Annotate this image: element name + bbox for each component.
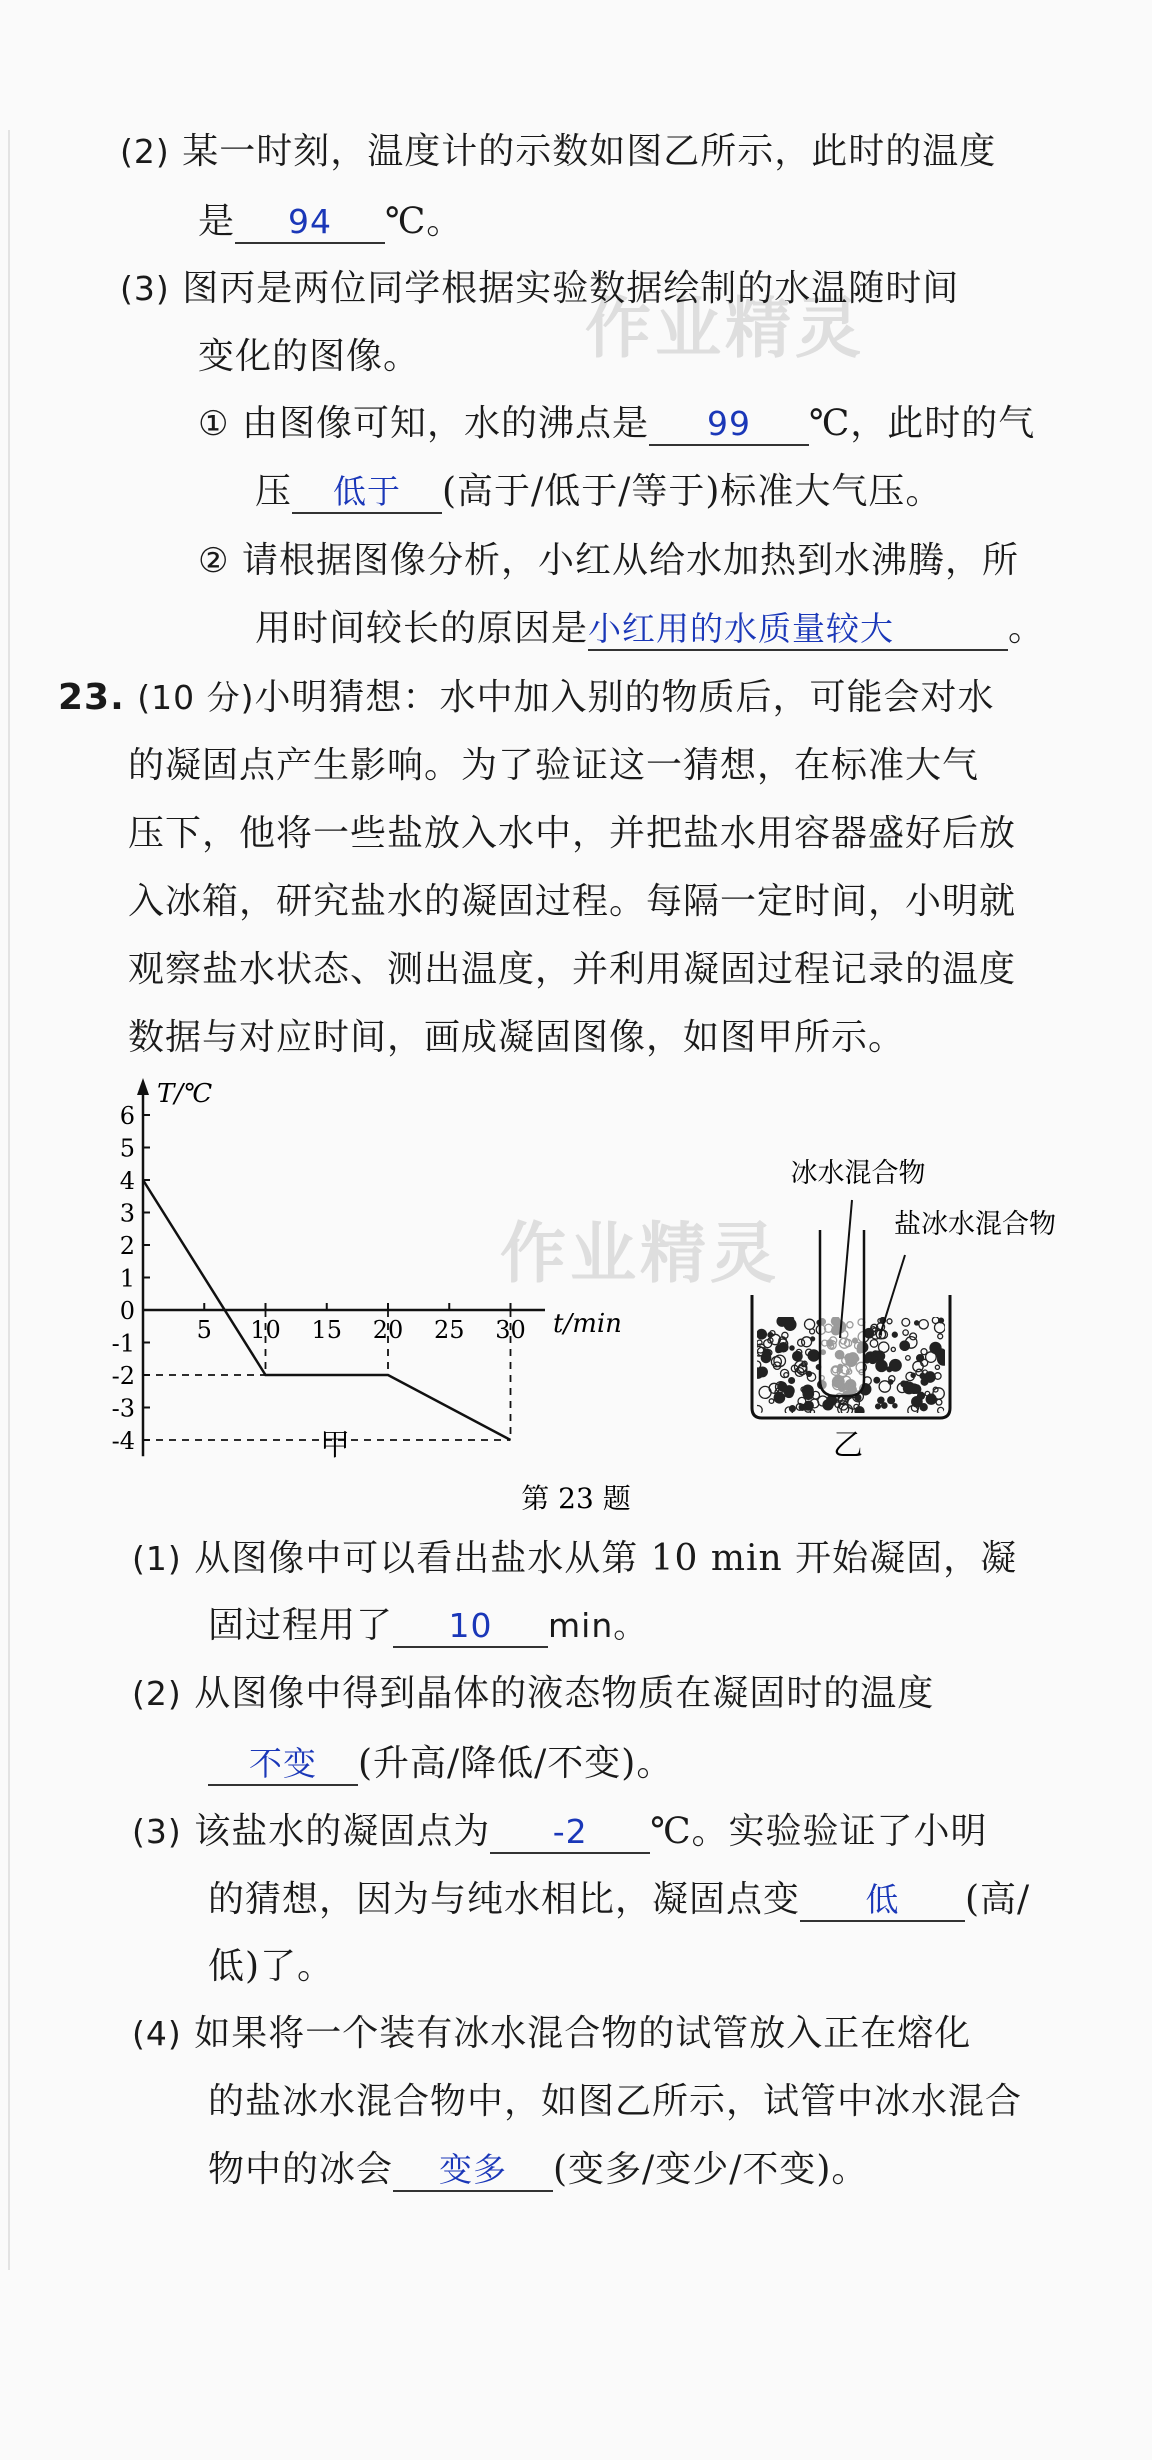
speckle <box>890 1360 902 1372</box>
x-tick-label: 15 <box>311 1316 343 1344</box>
q22-part3-line2 <box>198 333 420 381</box>
speckle <box>906 1356 911 1361</box>
q22-sub1-text: 由图像可知，水的沸点是 <box>241 403 649 444</box>
speckle <box>903 1382 914 1393</box>
answer-blank: 94 <box>235 202 385 244</box>
q23-part4-line1 <box>132 2010 971 2058</box>
q23-intro-line <box>128 878 1016 926</box>
speckle <box>919 1320 928 1329</box>
speckle <box>935 1365 939 1369</box>
answer-blank: 低 <box>800 1880 965 1922</box>
sub-mark: ① <box>198 404 230 444</box>
q23-intro-text: 数据与对应时间，画成凝固图像，如图甲所示。 <box>128 1017 906 1058</box>
answer-blank: 变多 <box>393 2150 553 2192</box>
speckle <box>784 1386 794 1396</box>
x-tick-label: 25 <box>433 1316 465 1344</box>
q22-sub2-text: 请根据图像分析，小红从给水加热到水沸腾，所 <box>241 540 1019 581</box>
q23-part4-line2 <box>208 2078 1022 2126</box>
speckle <box>769 1399 774 1404</box>
x-tick-label: 30 <box>495 1316 526 1344</box>
q23-part3-line3 <box>208 1943 334 1991</box>
y-tick-label: 4 <box>119 1167 135 1195</box>
y-tick-label: 6 <box>119 1102 135 1130</box>
q22-part2-text: 某一时刻，温度计的示数如图乙所示，此时的温度 <box>182 131 997 172</box>
q23-part4-text: (变多/变少/不变)。 <box>553 2149 869 2190</box>
speckle <box>903 1330 908 1335</box>
watermark: 作业精灵 <box>500 1215 780 1292</box>
q23-part1-line2 <box>208 1602 647 1650</box>
beaker-apparatus <box>752 1158 1056 1418</box>
q23-part2-text: (升高/降低/不变)。 <box>358 1743 674 1784</box>
q23-part3-text: 该盐水的凝固点为 <box>194 1811 491 1852</box>
q23-part1-text: 从图像中可以看出盐水从第 10 min 开始凝固，凝 <box>194 1538 1018 1579</box>
y-tick-label: 3 <box>119 1199 135 1228</box>
q22-part2-line1 <box>120 128 996 176</box>
speckle <box>920 1373 925 1378</box>
speckle <box>753 1368 763 1378</box>
q23-part4-text: 如果将一个装有冰水混合物的试管放入正在熔化 <box>194 2013 972 2054</box>
speckle <box>921 1378 928 1385</box>
y-tick-label: -1 <box>111 1329 135 1358</box>
speckle <box>912 1397 922 1407</box>
q23-intro-text: 小明猜想：水中加入别的物质后，可能会对水 <box>254 677 995 718</box>
answer-blank: 小红用的水质量较大 <box>588 609 1008 651</box>
speckle <box>915 1321 919 1325</box>
y-tick-label: 5 <box>119 1134 135 1163</box>
cooling-chart <box>112 1078 622 1456</box>
q22-part3-number: (3) <box>120 269 170 308</box>
y-axis-label: T/℃ <box>157 1079 213 1109</box>
q23-part1-number: (1) <box>132 1539 182 1578</box>
q23-figure <box>0 1070 1152 1510</box>
q23-intro-line <box>128 742 979 790</box>
x-tick-label: 20 <box>372 1316 404 1344</box>
speckle <box>891 1347 895 1351</box>
speckle <box>793 1352 802 1361</box>
q22-sub1-line1 <box>198 400 1035 448</box>
q23-part3-text: ℃。实验验证了小明 <box>650 1811 988 1852</box>
answer-blank: -2 <box>490 1812 650 1854</box>
q23-part3-number: (3) <box>132 1812 182 1851</box>
speckle <box>938 1354 950 1366</box>
q22-sub1-text: (高于/低于/等于)标准大气压。 <box>442 471 943 512</box>
speckle <box>882 1403 887 1408</box>
q22-sub1-text: ℃，此时的气 <box>808 403 1036 444</box>
q23-intro-line <box>128 1014 905 1062</box>
q23-intro-text: 入冰箱，研究盐水的凝固过程。每隔一定时间，小明就 <box>128 881 1017 922</box>
speckle <box>774 1393 784 1403</box>
speckle <box>888 1397 895 1404</box>
q22-part2-text: ℃。 <box>385 201 464 242</box>
answer-blank: 不变 <box>208 1744 358 1786</box>
q23-part2-line2 <box>208 1740 673 1788</box>
speckle <box>879 1381 890 1392</box>
q22-sub2-text: 。 <box>1008 608 1046 649</box>
q23-part2-text: 从图像中得到晶体的液态物质在凝固时的温度 <box>194 1673 935 1714</box>
speckle <box>874 1377 880 1383</box>
q22-sub2-text: 用时间较长的原因是 <box>255 608 589 649</box>
label-salt-ice-water: 盐冰水混合物 <box>894 1209 1056 1240</box>
speckle <box>892 1332 897 1337</box>
q23-part4-text: 物中的冰会 <box>208 2149 394 2190</box>
q22-part3-text: 图丙是两位同学根据实验数据绘制的水温随时间 <box>182 268 960 309</box>
label-ice-water: 冰水混合物 <box>790 1158 926 1189</box>
q23-part3-text: 低)了。 <box>208 1946 335 1987</box>
q23-part3-text: 的猜想，因为与纯水相比，凝固点变 <box>208 1879 801 1920</box>
q23-part3-text: (高/ <box>965 1879 1031 1920</box>
q22-part2-text: 是 <box>198 201 236 242</box>
q23-intro-text: 观察盐水状态、测出温度，并利用凝固过程记录的温度 <box>128 949 1017 990</box>
y-tick-label: 1 <box>119 1264 135 1293</box>
q23-part4-line3 <box>208 2146 868 2194</box>
x-tick-label: 5 <box>196 1316 212 1344</box>
q23-part2-line1 <box>132 1670 934 1718</box>
q23-part1-text: min。 <box>548 1606 648 1645</box>
q23-part2-number: (2) <box>132 1674 182 1713</box>
speckle <box>938 1334 943 1339</box>
q22-part3-line1 <box>120 265 959 313</box>
figure-label-jia: 甲 <box>320 1428 350 1463</box>
speckle <box>879 1342 889 1352</box>
q22-part2-number: (2) <box>120 132 170 171</box>
speckle <box>893 1404 897 1408</box>
speckle <box>803 1389 813 1399</box>
speckle <box>870 1340 878 1348</box>
y-tick-label: -3 <box>111 1394 135 1423</box>
answer-blank: 10 <box>393 1606 548 1648</box>
watermark: 作业精灵 <box>585 290 865 367</box>
answer-blank: 99 <box>649 404 809 446</box>
q22-part2-line2 <box>198 198 463 246</box>
q23-intro-line1 <box>58 674 994 722</box>
q23-part1-text: 固过程用了 <box>208 1605 394 1646</box>
q22-sub1-text: 压 <box>255 471 293 512</box>
q22-sub2-line2 <box>255 605 1045 653</box>
speckle <box>808 1350 819 1361</box>
question-score: (10 分) <box>137 678 255 717</box>
speckle <box>777 1316 787 1326</box>
q23-intro-text: 压下，他将一些盐放入水中，并把盐水用容器盛好后放 <box>128 813 1017 854</box>
x-axis-label: t/min <box>553 1309 622 1339</box>
speckle <box>936 1399 942 1405</box>
sub-mark: ② <box>198 541 230 581</box>
speckle <box>805 1319 815 1329</box>
q23-part3-line2 <box>208 1876 1030 1924</box>
speckle <box>911 1373 915 1377</box>
speckle <box>935 1322 946 1333</box>
q22-part3-text: 变化的图像。 <box>198 336 421 377</box>
q23-intro-line <box>128 946 1016 994</box>
q23-part3-line1 <box>132 1808 988 1856</box>
y-tick-label: -4 <box>111 1427 135 1455</box>
answer-blank: 低于 <box>292 472 442 514</box>
q22-sub1-line2 <box>255 468 942 516</box>
q23-part1-line1 <box>132 1535 1017 1583</box>
q23-intro-line <box>128 810 1016 858</box>
leader-line <box>880 1255 905 1335</box>
y-tick-label: -2 <box>111 1362 135 1390</box>
q23-part4-number: (4) <box>132 2014 182 2053</box>
x-tick-label: 10 <box>250 1316 281 1344</box>
question-number: 23. <box>58 677 125 718</box>
figure-label-yi: 乙 <box>833 1428 863 1463</box>
q23-intro-text: 的凝固点产生影响。为了验证这一猜想，在标准大气 <box>128 745 980 786</box>
speckle <box>790 1406 796 1412</box>
q23-part4-text: 的盐冰水混合物中，如图乙所示，试管中冰水混合 <box>208 2081 1023 2122</box>
speckle <box>876 1404 881 1409</box>
figure-caption: 第 23 题 <box>521 1482 631 1510</box>
speckle <box>938 1407 944 1413</box>
q22-sub2-line1 <box>198 537 1019 585</box>
speckle <box>887 1319 892 1324</box>
speckle <box>790 1346 794 1350</box>
speckle <box>757 1329 767 1339</box>
y-tick-label: 0 <box>119 1297 135 1325</box>
speckle <box>913 1361 923 1371</box>
speckle <box>900 1341 909 1350</box>
y-axis-arrow <box>137 1078 149 1095</box>
speckle <box>902 1318 910 1326</box>
speckle <box>789 1378 795 1384</box>
speckle <box>917 1355 924 1362</box>
y-tick-label: 2 <box>119 1232 135 1260</box>
speckle <box>811 1337 815 1341</box>
